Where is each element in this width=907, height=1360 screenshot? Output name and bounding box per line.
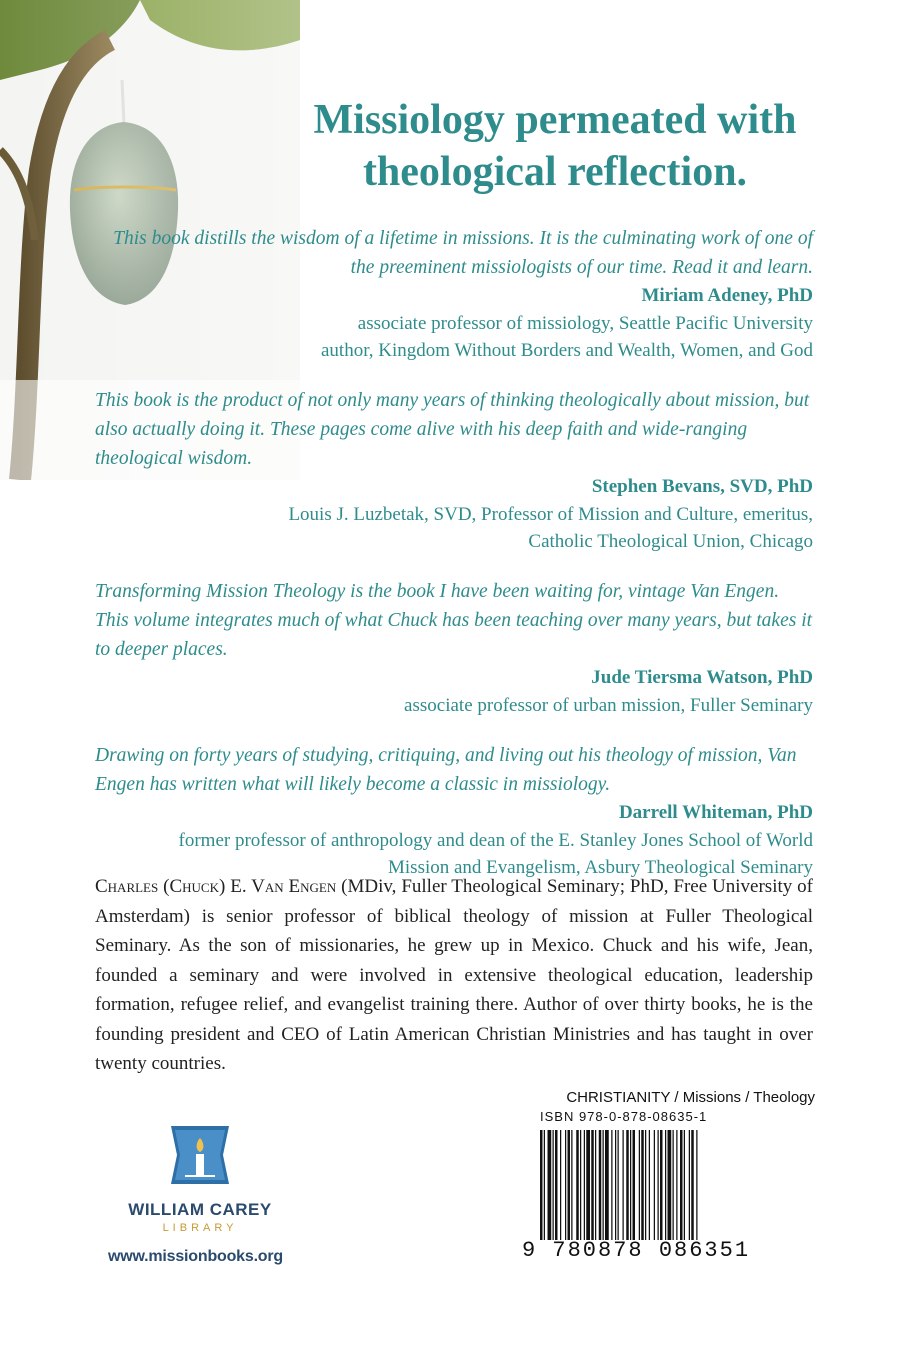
barcode-bar (553, 1130, 554, 1240)
barcode-bar (571, 1130, 572, 1240)
barcode-bar (584, 1130, 585, 1240)
endorser-affiliation: Catholic Theological Union, Chicago (528, 531, 813, 552)
barcode-bar (576, 1130, 579, 1240)
barcode (540, 1130, 815, 1250)
endorser-name: Jude Tiersma Watson, PhD (591, 667, 813, 688)
endorsement-quote: This book distills the wisdom of a lifetime in missions. It is the culminating work of one of the preeminent missiologists of our time. Read it and learn. (113, 228, 813, 278)
endorsements (95, 224, 813, 881)
barcode-bar (626, 1130, 629, 1240)
headline-line: theological reflection. (362, 149, 748, 195)
barcode-bar (691, 1130, 694, 1240)
endorser-affiliation: associate professor of urban mission, Fuller Seminary (404, 695, 813, 716)
endorsement-quote: This book is the product of not only many years of thinking theologically about mission, but also actually doing it. These pages come alive with his deep faith and wide-ranging theological wisdom. (95, 390, 810, 469)
barcode-panel (510, 1088, 815, 1273)
barcode-bar (660, 1130, 663, 1240)
barcode-bar (548, 1130, 552, 1240)
headline (200, 94, 907, 198)
barcode-bar (665, 1130, 666, 1240)
endorser-affiliation: former professor of anthropology and dean of the E. Stanley Jones School of World (178, 830, 813, 851)
barcode-bar (633, 1130, 636, 1240)
barcode-bar (654, 1130, 655, 1240)
endorser-affiliation: Louis J. Luzbetak, SVD, Professor of Mission and Culture, emeritus, (288, 504, 813, 525)
barcode-bar (586, 1130, 590, 1240)
barcode-bar (641, 1130, 644, 1240)
endorser-affiliation: Mission and Evangelism, Asbury Theological Seminary (388, 857, 813, 878)
endorsement-quote: Drawing on forty years of studying, critiquing, and living out his theology of mission, Van Engen has written what will likely become a classic in missiology. (95, 745, 797, 795)
barcode-bar (618, 1130, 619, 1240)
endorsement-quote: Transforming Mission Theology is the book I have been waiting for, vintage Van Engen. This volume integrates much of what Chuck has been teaching over many years, but takes it to deeper places. (95, 581, 813, 660)
barcode-bar (658, 1130, 659, 1240)
barcode-bar (605, 1130, 609, 1240)
barcode-bar (645, 1130, 646, 1240)
author-bio-name: Charles (Chuck) E. Van Engen (95, 876, 337, 897)
barcode-bar (684, 1130, 685, 1240)
barcode-bar (580, 1130, 581, 1240)
barcode-bar (565, 1130, 566, 1240)
barcode-bar (611, 1130, 612, 1240)
endorser-name: Stephen Bevans, SVD, PhD (591, 476, 813, 497)
barcode-bar (568, 1130, 571, 1240)
barcode-bar (595, 1130, 596, 1240)
barcode-bar (599, 1130, 602, 1240)
barcode-bar (615, 1130, 616, 1240)
barcode-bar (560, 1130, 561, 1240)
barcode-digits: 9 780878 086351 (522, 1238, 751, 1263)
candle-icon (165, 1120, 235, 1190)
barcode-bar (689, 1130, 690, 1240)
bisac-category: CHRISTIANITY / Missions / Theology (566, 1089, 815, 1106)
barcode-bar (603, 1130, 604, 1240)
endorser-affiliation: author, Kingdom Without Borders and Wealth, Women, and God (321, 340, 813, 361)
barcode-bar (544, 1130, 545, 1240)
barcode-bar (676, 1130, 677, 1240)
endorser-affiliation: associate professor of missiology, Seattle Pacific University (357, 313, 813, 334)
barcode-bar (639, 1130, 640, 1240)
publisher-name: WILLIAM CAREY (128, 1200, 272, 1219)
barcode-bar (555, 1130, 558, 1240)
publisher-url: www.missionbooks.org (108, 1248, 283, 1265)
author-bio (95, 872, 813, 1079)
barcode-bar (649, 1130, 650, 1240)
headline-line: Missiology permeated with (313, 97, 797, 143)
barcode-bar (540, 1130, 543, 1240)
endorser-name: Darrell Whiteman, PhD (618, 802, 813, 823)
barcode-bar (630, 1130, 631, 1240)
barcode-bar (696, 1130, 697, 1240)
author-bio-text: (MDiv, Fuller Theological Seminary; PhD, Free University of Amsterdam) is senior professor of biblical theology of mission at Fuller Theological Seminary. As the son of missionaries, he grew up in Mexico. Chuck and his wife, Jean, founded a seminary and were involved in extensive theological education, leadership formation, refugee relief, and evangelist training there. Author of over thirty books, he is the founding president and CEO of Latin American Christian Ministries and has taught in over twenty countries. (95, 876, 813, 1074)
barcode-bar (623, 1130, 624, 1240)
publisher-subname: LIBRARY (162, 1222, 238, 1234)
barcode-bar (668, 1130, 672, 1240)
barcode-bar (680, 1130, 683, 1240)
endorser-name: Miriam Adeney, PhD (641, 285, 813, 306)
isbn-label: ISBN 978-0-878-08635-1 (540, 1109, 708, 1124)
barcode-bar (591, 1130, 594, 1240)
barcode-bar (673, 1130, 674, 1240)
